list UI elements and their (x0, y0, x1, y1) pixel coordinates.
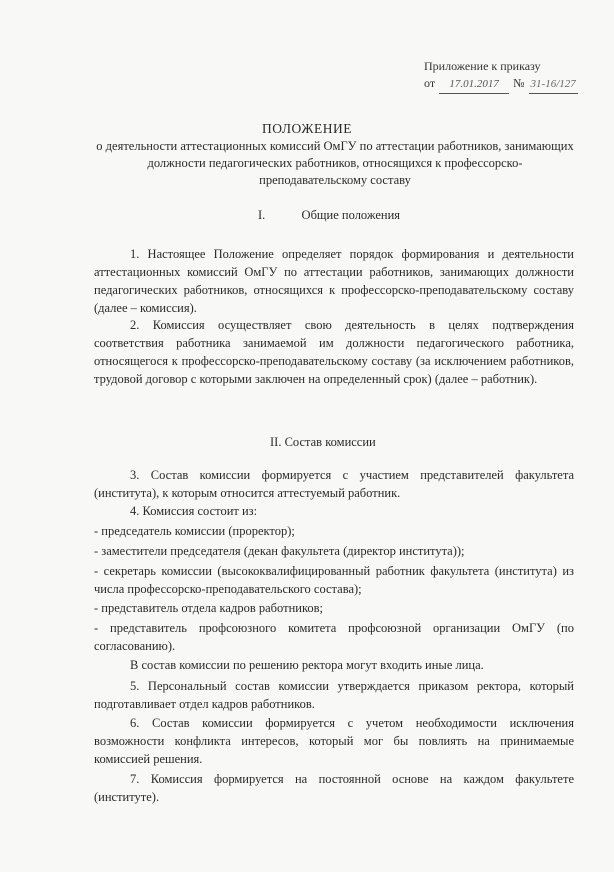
annex-number: 31-16/127 (529, 76, 578, 94)
annex-date-line (424, 75, 604, 94)
from-label: от (424, 76, 436, 90)
paragraph-4-intro: 4. Комиссия состоит из: (130, 504, 258, 518)
paragraph-5: 5. Персональный состав комиссии утверждается приказом ректора, который подготавливает отдел кадров работников. (94, 679, 574, 711)
list-item: - представитель профсоюзного комитета профсоюзной организации ОмГУ (по согласованию). (94, 621, 574, 653)
number-label: № (513, 76, 525, 90)
list-item: - председатель комиссии (проректор); (94, 524, 295, 538)
document-subtitle: о деятельности аттестационных комиссий ОмГУ по аттестации работников, занимающих должности педагогических работников, относящихся к профессорско-преподавательскому составу (96, 139, 574, 187)
section-1-title: Общие положения (301, 208, 401, 222)
paragraph-1: 1. Настоящее Положение определяет порядок формирования и деятельности аттестационных комиссий ОмГУ по аттестации работников, занимающих должности педагогических работников, относящихся к профессорско-преподавательскому составу (далее – комиссия). (94, 247, 574, 315)
paragraph-2: 2. Комиссия осуществляет свою деятельность в целях подтверждения соответствия работника занимаемой им должности педагогического работника, относящегося к профессорско-преподавательскому составу (за исключением работников, трудовой договор с которыми заключен на определенный срок) (далее – работник). (94, 318, 574, 386)
list-item: - секретарь комиссии (высококвалифицированный работник факультета (института) из числа профессорско-преподавательского состава); (94, 564, 574, 596)
section-1-number: I. (258, 208, 266, 222)
list-item: - заместители председателя (декан факультета (директор института)); (94, 544, 465, 558)
list-item: - представитель отдела кадров работников; (94, 601, 324, 615)
section-1-heading (258, 207, 400, 224)
section-2-heading: II. Состав комиссии (270, 435, 376, 449)
annex-line: Приложение к приказу (424, 59, 541, 73)
paragraph-3: 3. Состав комиссии формируется с участием представителей факультета (института), к которым относится аттестуемый работник. (94, 468, 574, 500)
paragraph-7: 7. Комиссия формируется на постоянной основе на каждом факультете (институте). (94, 772, 574, 804)
paragraph-6: 6. Состав комиссии формируется с учетом необходимости исключения возможности конфликта интересов, который мог бы повлиять на принимаемые комиссией решения. (94, 716, 574, 766)
paragraph-4-tail: В состав комиссии по решению ректора могут входить иные лица. (130, 658, 484, 672)
annex-note (424, 58, 604, 94)
document-title: ПОЛОЖЕНИЕ (262, 121, 352, 136)
annex-date: 17.01.2017 (439, 76, 509, 94)
